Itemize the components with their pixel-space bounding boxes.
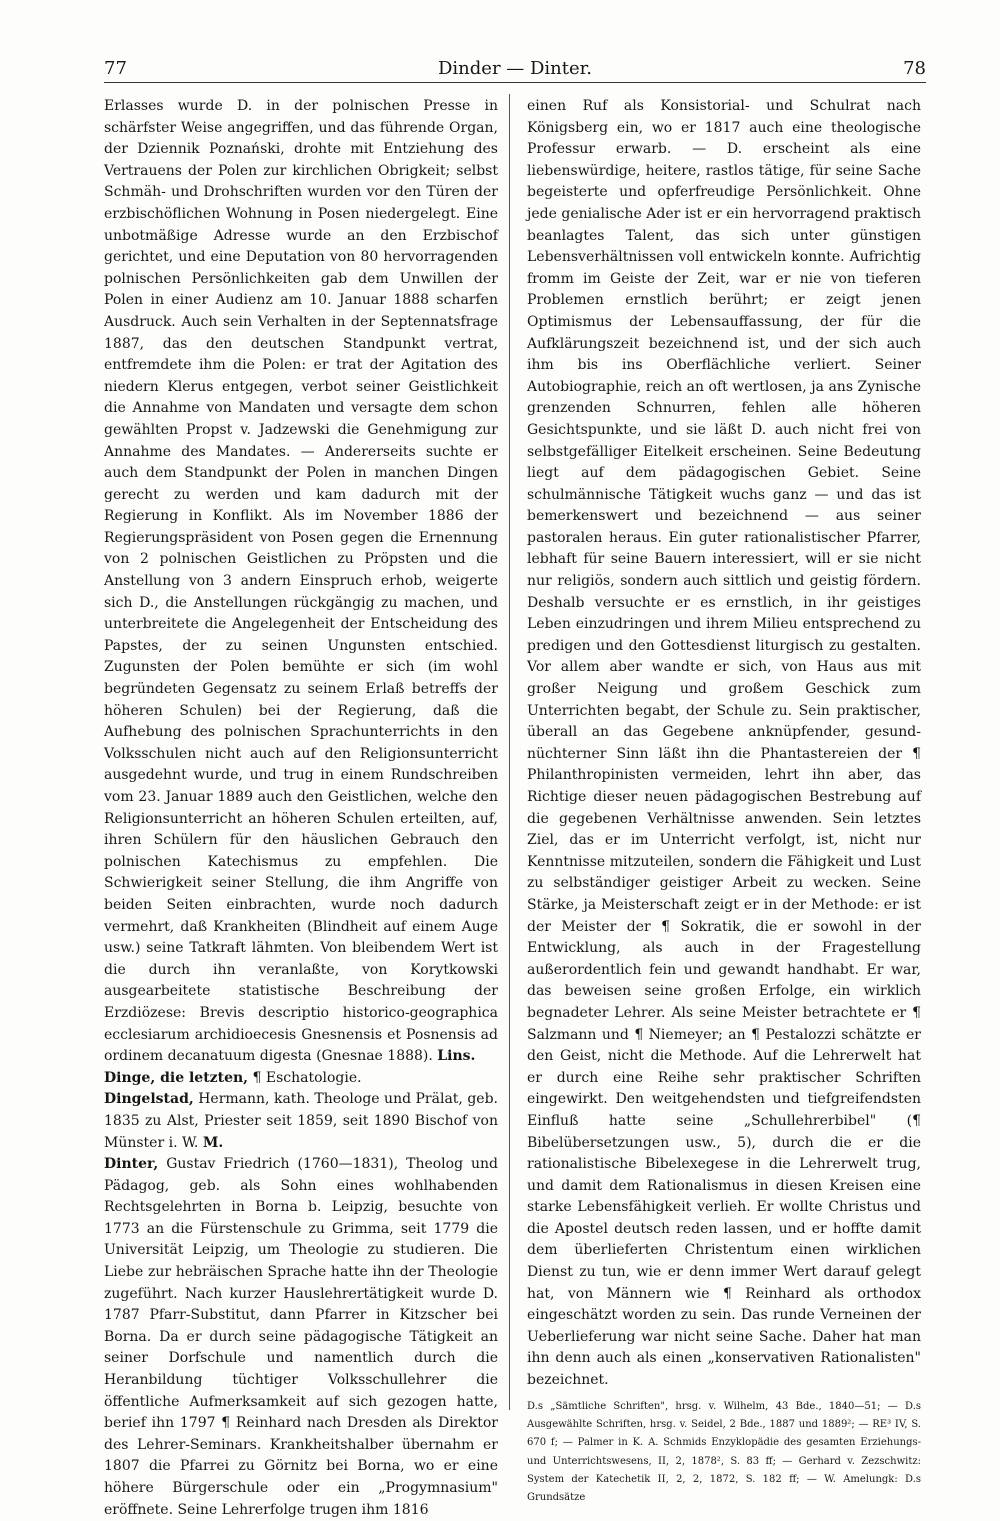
- entry-text: Erlasses wurde D. in der polnischen Presse in schärfster Weise angegriffen, und das führende Organ, der Dziennik Poznański, drohte mit Entziehung des Vertrauens der Polen zur kirchlichen Obrigkeit; selbst Schmäh- und Drohschriften wurden vor den Türen der erzbischöflichen Wohnung in Posen niedergelegt. Eine unbotmäßige Adresse wurde an den Erzbischof gerichtet, und eine Deputation von 80 hervorragenden polnischen Persönlichkeiten gab dem Unwillen der Polen in einer Audienz am 10. Januar 1888 scharfen Ausdruck. Auch sein Verhalten in der Septennatsfrage 1887, das den deutschen Standpunkt vertrat, entfremdete ihm die Polen: er trat der Agitation des niedern Klerus entgegen, verbot seiner Geistlichkeit die Annahme von Mandaten und versagte dem schon gewählten Propst v. Jadzewski die Genehmigung zur Annahme des Mandates. — Andererseits suchte er auch dem Standpunkt der Polen in manchen Dingen gerecht zu werden und kam dadurch mit der Regierung in Konflikt. Als im November 1886 der Regierungspräsident von Posen gegen die Ernennung von 2 polnischen Geistlichen zu Pröpsten und die Anstellung von 3 andern Einspruch erhob, weigerte sich D., die Anstellungen rückgängig zu machen, und unterbreitete die Angelegenheit der Entscheidung des Papstes, der zu seinen Ungunsten entschied. Zugunsten der Polen bemühte er sich (im wohl begründeten Gegensatz zu seinem Erlaß betreffs der höheren Schulen) bei der Regierung, daß die Aufhebung des polnischen Sprachunterrichts in den Volksschulen nicht auch auf den Religionsunterricht ausgedehnt wurde, und trug in einem Rundschreiben vom 23. Januar 1889 auch den Geistlichen, welche den Religionsunterricht an höheren Schulen erteilten, auf, ihren Schülern für den häuslichen Gebrauch den polnischen Katechismus zu empfehlen. Die Schwierigkeit seiner Stellung, die ihm Angriffe von beiden Seiten einbrachten, wurde noch dadurch vermehrt, daß Krankheiten (Blindheit auf einem Auge usw.) seine Tatkraft lähmten. Von bleibendem Wert ist die durch ihn veranlaßte, von Korytkowski ausgearbeitete statistische Beschreibung der Erzdiözese: Brevis descriptio historico-geographica ecclesiarum archidioecesis Gnesnensis et Posnensis ad ordinem decanatuum digesta (Gnesnae 1888).: [104, 98, 498, 1065]
- entry-text: ¶ Eschatologie.: [252, 1069, 362, 1086]
- entry-text: Gustav Friedrich (1760—1831), Theolog und Pädagog, geb. als Sohn eines wohlhabenden Rechtsgelehrten in Borna b. Leipzig, besuchte von 1773 an die Fürstenschule zu Grimma, seit 1779 die Universität Leipzig, um Theologie zu studieren. Die Liebe zur hebräischen Sprache hatte ihn der Theologie zugeführt. Nach kurzer Hauslehrertätigkeit wurde D. 1787 Pfarr-Substitut, dann Pfarrer in Kitzscher bei Borna. Da er durch seine pädagogische Tätigkeit an seiner Dorfschule und namentlich durch die Heranbildung tüchtiger Volksschullehrer die öffentliche Aufmerksamkeit auf sich gezogen hatte, berief ihn 1797 ¶ Reinhard nach Dresden als Direktor des Lehrer-Seminars. Krankheitshalber übernahm er 1807 die Pfarrei zu Görnitz bei Borna, wo er eine höhere Bürgerschule oder ein „Progymnasium" eröffnete. Seine Lehrerfolge trugen ihm 1816: [104, 1156, 498, 1518]
- running-title: Dinder — Dinter.: [437, 58, 593, 79]
- entry-dingelstad: [104, 1089, 498, 1154]
- author-signature: Lins.: [437, 1048, 476, 1065]
- page-number-left: 77: [104, 58, 127, 79]
- author-signature: M.: [202, 1134, 224, 1151]
- entry-dinge: [104, 1068, 498, 1090]
- entry-dinder-continuation: [104, 96, 498, 1068]
- entry-dinter-continuation: einen Ruf als Konsistorial- und Schulrat nach Königsberg ein, wo er 1817 auch eine theologische Professur erwarb. — D. erscheint als eine liebenswürdige, heitere, rastlos tätige, für seine Sache begeisterte und opferfreudige Persönlichkeit. Ohne jede genialische Ader ist er ein hervorragend praktisch beanlagtes Talent, das sich unter günstigen Lebensverhältnissen voll entwickeln konnte. Aufrichtig fromm im Geiste der Zeit, war er nie von tieferen Problemen ernstlich berührt; er zeigt jenen Optimismus der Lebensauffassung, der für die Aufklärungszeit bezeichnend ist, und der sich auch ihm bis ins Oberflächliche verliert. Seiner Autobiographie, reich an oft wertlosen, ja ans Zynische grenzenden Schnurren, fehlen alle höheren Gesichtspunkte, und sie läßt D. auch nicht frei von selbstgefälliger Eitelkeit erscheinen. Seine Bedeutung liegt auf dem pädagogischen Gebiet. Seine schulmännische Tätigkeit wuchs ganz — und das ist bemerkenswert und bezeichnend — aus seiner pastoralen heraus. Ein guter rationalistischer Pfarrer, lebhaft für seine Bauern interessiert, will er sie nicht nur religiös, sondern auch sittlich und geistig fördern. Deshalb versuchte er es ernstlich, in ihr geistiges Leben einzudringen und ihrem Milieu entsprechend zu predigen und den Gottesdienst liturgisch zu gestalten. Vor allem aber wandte er sich, von Haus aus mit großer Neigung und großem Geschick zum Unterrichten begabt, der Schule zu. Sein praktischer, überall an das Gegebene anknüpfender, gesund-nüchterner Sinn läßt ihn die Phantastereien der ¶ Philanthropinisten vermeiden, lehrt ihn aber, das Richtige dieser neuen pädagogischen Bestrebung auf die gegebenen Verhältnisse anwenden. Sein letztes Ziel, das er im Unterricht verfolgt, ist, nicht nur Kenntnisse mitzuteilen, sondern die Fähigkeit und Lust zu selbständiger geistiger Arbeit zu wecken. Seine Stärke, ja Meisterschaft zeigt er in der Methode: er ist der Meister der ¶ Sokratik, die er sowohl in der Entwicklung, als auch in der Fragestellung außerordentlich fein und gewandt handhabt. Er war, das beweisen seine großen Erfolge, ein wirklich begnadeter Lehrer. Als seine Meister betrachtete er ¶ Salzmann und ¶ Niemeyer; an ¶ Pestalozzi schätzte er den Geist, nicht die Methode. Auf die Lehrerwelt hat er durch eine Reihe sehr praktischer Schriften eingewirkt. Den weitgehendsten und tiefgreifendsten Einfluß hatte seine „Schullehrerbibel" (¶ Bibelübersetzungen usw., 5), durch die er die rationalistische Bibelexegese in die Lehrerwelt trug, und damit dem Rationalismus in diesen Kreisen eine starke Lebensfähigkeit verlieh. Er wollte Christus und die Apostel deutsch reden lassen, und er hoffte damit dem überlieferten Christentum einen wirklichen Dienst zu tun, wie er denn immer Wert darauf gelegt hat, von Männern wie ¶ Reinhard als orthodox eingeschätzt worden zu sein. Das runde Verneinen der Ueberlieferung war nicht seine Sache. Daher hat man ihn denn auch als einen „konservativen Rationalisten" bezeichnet.: [527, 98, 921, 1389]
- left-column: [104, 96, 498, 1521]
- page-number-right: 78: [903, 58, 926, 79]
- entry-headword: Dingelstad,: [104, 1091, 194, 1108]
- entry-headword: Dinter,: [104, 1156, 159, 1173]
- column-divider: [509, 94, 510, 1410]
- entry-text: Hermann, kath. Theologe und Prälat, geb. 1835 zu Alst, Priester seit 1859, seit 1890 Bischof von Münster i. W.: [104, 1091, 498, 1151]
- bibliography: D.s „Sämtliche Schriften", hrsg. v. Wilhelm, 43 Bde., 1840—51; — D.s Ausgewählte Schriften, hrsg. v. Seidel, 2 Bde., 1887 und 1889²; — RE³ IV, S. 670 f; — Palmer in K. A. Schmids Enzyklopädie des gesamten Erziehungs- und Unterrichtswesens, II, 2, 1878², S. 83 ff; — Gerhard v. Zezschwitz: System der Katechetik II, 2, 2, 1872, S. 182 ff; — W. Amelungk: D.s Grundsätze: [527, 1400, 921, 1504]
- entry-dinter: [104, 1154, 498, 1521]
- right-column: [527, 96, 921, 1507]
- entry-headword: Dinge, die letzten,: [104, 1069, 249, 1086]
- running-head: [104, 52, 926, 83]
